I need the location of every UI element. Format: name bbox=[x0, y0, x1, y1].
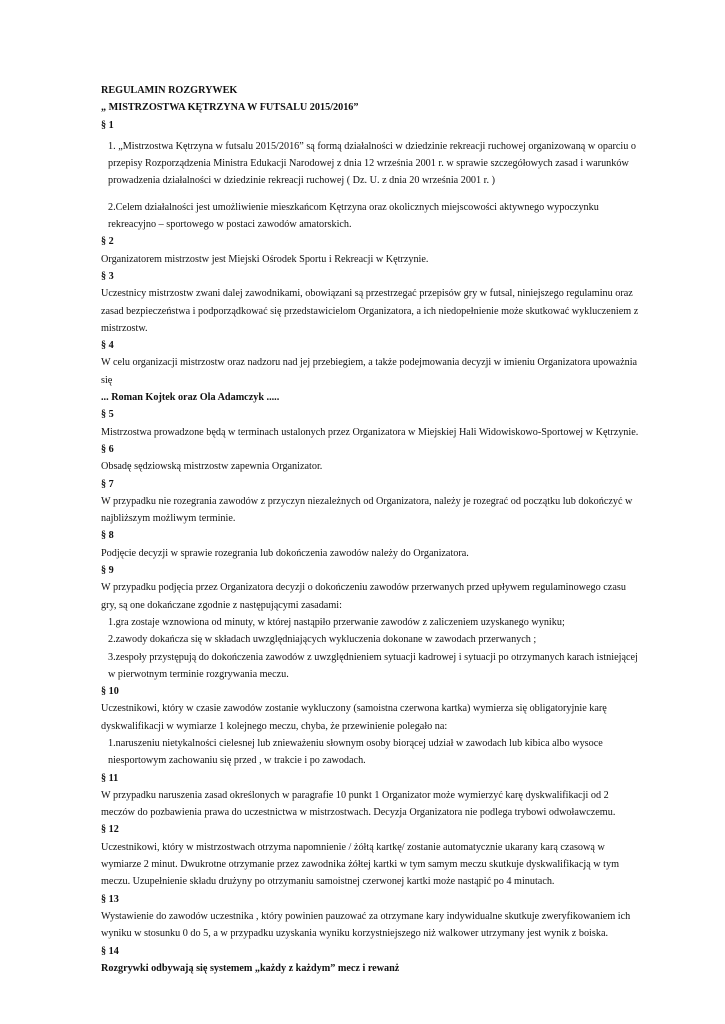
section-11-paragraph: W przypadku naruszenia zasad określonych w paragrafie 10 punkt 1 Organizator może wymierzyć karę dyskwalifikacji od 2 meczów do pozbawienia prawa do uczestnictwa w mistrzostwach. Decyzja Organizatora nie podlega trybowi odwoławczemu. bbox=[101, 789, 616, 819]
section-4-paragraph: W celu organizacji mistrzostw oraz nadzoru nad jej przebiegiem, a także podejmowania decyzji w imieniu Organizatora upoważnia się bbox=[101, 357, 638, 386]
section-5-heading: § 5 bbox=[101, 409, 114, 421]
section-1-heading: § 1 bbox=[101, 119, 114, 131]
section-7-heading: § 7 bbox=[101, 478, 114, 490]
section-13-paragraph: Wystawienie do zawodów uczestnika , który powinien pauzować za otrzymane kary indywidualne skutkuje zweryfikowaniem ich wyniku w stosunku 0 do 5, a w przypadku uzyskania wyniku korzystniejszego niż walkower utrzymany jest wynik z boiska. bbox=[101, 910, 631, 940]
document-page bbox=[101, 82, 641, 977]
section-5-paragraph: Mistrzostwa prowadzone będą w terminach ustalonych przez Organizatora w Miejskiej Hali Widowiskowo-Sportowej w Kętrzynie. bbox=[101, 426, 639, 438]
section-9-paragraph: W przypadku podjęcia przez Organizatora decyzji o dokończeniu zawodów przerwanych przed upływem regulaminowego czasu gry, są one dokańczane zgodnie z następującymi zasadami: bbox=[101, 582, 626, 611]
section-9-heading: § 9 bbox=[101, 565, 114, 577]
section-2-paragraph: Organizatorem mistrzostw jest Miejski Ośrodek Sportu i Rekreacji w Kętrzynie. bbox=[101, 253, 429, 265]
section-4-heading: § 4 bbox=[101, 340, 114, 352]
section-6-paragraph: Obsadę sędziowską mistrzostw zapewnia Organizator. bbox=[101, 461, 323, 473]
section-7-paragraph: W przypadku nie rozegrania zawodów z przyczyn niezależnych od Organizatora, należy je rozegrać od początku lub dokończyć w najbliższym możliwym terminie. bbox=[101, 495, 633, 525]
section-3-paragraph: Uczestnicy mistrzostw zwani dalej zawodnikami, obowiązani są przestrzegać przepisów gry w futsal, niniejszego regulaminu oraz zasad bezpieczeństwa i podporządkować się przedstawicielom Organizatora, a ich niedopełnienie może skutkować wykluczeniem z mistrzostw. bbox=[101, 288, 639, 334]
section-10-item-1: 1.naruszeniu nietykalności cielesnej lub znieważeniu słownym osoby biorącej udział w zawodach lub kibica albo wysoce niesportowym zachowaniu się przed , w trakcie i po zawodach. bbox=[108, 737, 603, 767]
section-3-heading: § 3 bbox=[101, 270, 114, 282]
section-4-names: ... Roman Kojtek oraz Ola Adamczyk ..... bbox=[101, 392, 280, 404]
section-10-paragraph: Uczestnikowi, który w czasie zawodów zostanie wykluczony (samoistna czerwona kartka) wymierza się obligatoryjnie karę dyskwalifikacji w wymiarze 1 kolejnego meczu, chyba, że przewinienie polegało na: bbox=[101, 703, 607, 732]
section-14-paragraph: Rozgrywki odbywają się systemem „każdy z każdym” mecz i rewanż bbox=[101, 962, 400, 974]
section-2-heading: § 2 bbox=[101, 236, 114, 248]
section-6-heading: § 6 bbox=[101, 443, 114, 455]
section-1-paragraph-1: 1. „Mistrzostwa Kętrzyna w futsalu 2015/2016” są formą działalności w dziedzinie rekreacji ruchowej organizowaną w oparciu o przepisy Rozporządzenia Ministra Edukacji Narodowej z dnia 12 września 2001 r. w sprawie szczegółowych zasad i warunków prowadzenia działalności w dziedzinie rekreacji ruchowej ( Dz. U. z dnia 20 września 2001 r. ) bbox=[108, 140, 636, 187]
section-11-heading: § 11 bbox=[101, 772, 119, 784]
section-12-heading: § 12 bbox=[101, 824, 119, 836]
section-12-paragraph: Uczestnikowi, który w mistrzostwach otrzyma napomnienie / żółtą kartkę/ zostanie automatycznie ukarany karą czasową w wymiarze 2 minut. Dwukrotne otrzymanie przez zawodnika żółtej kartki w tym samym meczu skutkuje dyskwalifikacją w tym meczu. Uzupełnienie składu drużyny po otrzymaniu samoistnej czerwonej kartki może nastąpić po 4 minutach. bbox=[101, 841, 619, 888]
section-1-paragraph-2: 2.Celem działalności jest umożliwienie mieszkańcom Kętrzyna oraz okolicznych miejscowości aktywnego wypoczynku rekreacyjno – sportowego w postaci zawodów amatorskich. bbox=[108, 201, 599, 231]
section-13-heading: § 13 bbox=[101, 893, 119, 905]
document-title: REGULAMIN ROZGRYWEK bbox=[101, 85, 238, 96]
section-9-item-2: 2.zawody dokańcza się w składach uwzględniających wykluczenia dokonane w zawodach przerwanych ; bbox=[108, 634, 537, 646]
section-14-heading: § 14 bbox=[101, 945, 119, 957]
section-9-item-3: 3.zespoły przystępują do dokończenia zawodów z uwzględnieniem sytuacji kadrowej i sytuacji po otrzymanych karach istniejącej w pierwotnym terminie rozgrywania meczu. bbox=[108, 651, 638, 680]
section-9-item-1: 1.gra zostaje wznowiona od minuty, w której nastąpiło przerwanie zawodów z zaliczeniem uzyskanego wyniku; bbox=[108, 616, 565, 628]
section-8-heading: § 8 bbox=[101, 530, 114, 542]
document-subtitle: „ MISTRZOSTWA KĘTRZYNA W FUTSALU 2015/2016” bbox=[101, 102, 359, 114]
section-10-heading: § 10 bbox=[101, 686, 119, 698]
section-8-paragraph: Podjęcie decyzji w sprawie rozegrania lub dokończenia zawodów należy do Organizatora. bbox=[101, 547, 469, 559]
